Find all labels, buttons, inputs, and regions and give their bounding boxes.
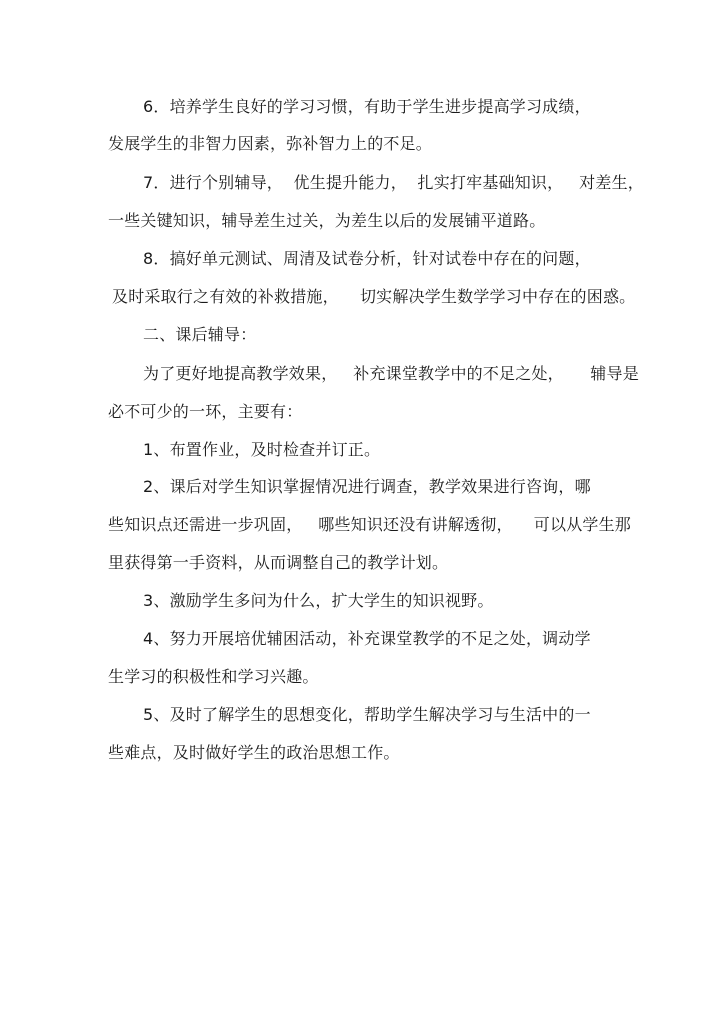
text-line-item-7-start: 7．进行个别辅导， 优生提升能力， 扎实打牢基础知识， 对差生， [143, 173, 644, 192]
text-line-point-4-start: 4、努力开展培优辅困活动，补充课堂教学的不足之处，调动学 [143, 629, 591, 648]
text-line-point-5-cont: 些难点，及时做好学生的政治思想工作。 [108, 743, 400, 762]
text-line-point-4-cont: 生学习的积极性和学习兴趣。 [108, 667, 319, 686]
text-line-point-5-start: 5、及时了解学生的思想变化，帮助学生解决学习与生活中的一 [143, 705, 591, 724]
text-line-item-7-cont: 一些关键知识，辅导差生过关，为差生以后的发展铺平道路。 [108, 211, 546, 230]
text-line-item-6-cont: 发展学生的非智力因素，弥补智力上的不足。 [108, 134, 433, 153]
text-line-point-2-start: 2、课后对学生知识掌握情况进行调查，教学效果进行咨询，哪 [143, 477, 591, 496]
text-line-point-2-cont: 些知识点还需进一步巩固， 哪些知识还没有讲解透彻， 可以从学生那 [108, 515, 632, 534]
text-line-intro-cont: 必不可少的一环，主要有： [108, 402, 303, 421]
text-line-point-3: 3、激励学生多问为什么，扩大学生的知识视野。 [143, 591, 494, 610]
text-line-item-8-cont: 及时采取行之有效的补救措施， 切实解决学生数学学习中存在的困惑。 [112, 287, 636, 306]
text-line-point-1: 1、布置作业，及时检查并订正。 [143, 440, 381, 459]
text-line-item-8-start: 8．搞好单元测试、周清及试卷分析，针对试卷中存在的问题， [143, 249, 591, 268]
section-heading-after-class: 二、课后辅导： [143, 325, 257, 344]
text-line-intro-start: 为了更好地提高教学效果， 补充课堂教学中的不足之处， 辅导是 [143, 364, 639, 383]
text-line-item-6-start: 6．培养学生良好的学习习惯，有助于学生进步提高学习成绩， [143, 97, 591, 116]
text-line-point-2-end: 里获得第一手资料，从而调整自己的教学计划。 [108, 553, 449, 572]
